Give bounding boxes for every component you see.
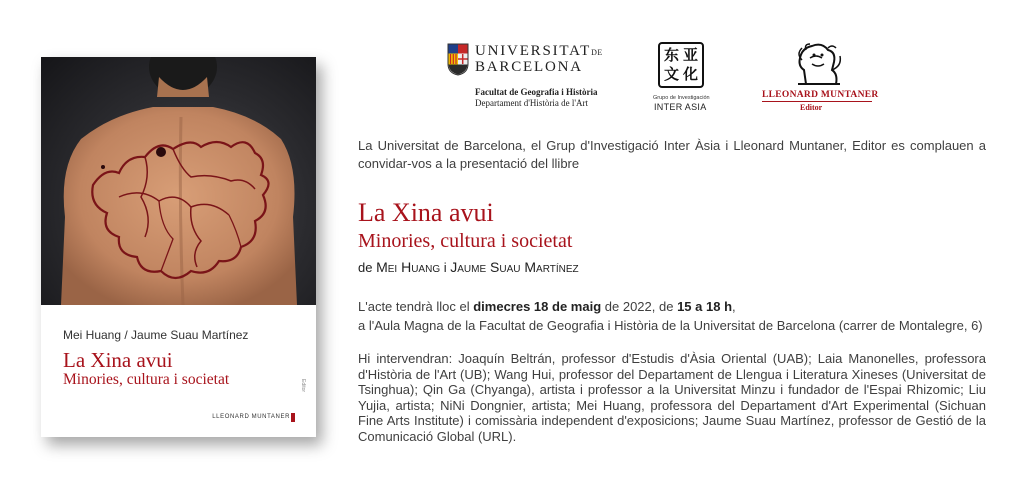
byline [358,259,579,275]
byline-de: de [358,260,373,275]
book-cover [41,57,316,437]
book-publisher: LLEONARD MUNTANER [212,414,290,420]
cover-photo [41,57,316,305]
byline-and: i [443,260,447,275]
event-date: dimecres 18 de maig [473,299,602,314]
inter-asia-seal [658,42,704,88]
ia-caption: Grupo de Investigación [653,95,710,101]
main-subtitle: Minories, cultura i societat [358,230,573,252]
main-title: La Xina avui [358,198,494,227]
ub-department: Departament d'Història de l'Art [475,98,588,108]
lm-rule [762,101,872,102]
lm-editor: Editor [800,103,823,112]
when-suffix: , [732,299,736,314]
author-1: Mei Huang [376,259,441,275]
when-prefix: L'acte tendrà lloc el [358,299,470,314]
book-title: La Xina avui [63,348,173,372]
author-2: Jaume Suau Martínez [450,259,579,275]
lm-name: LLEONARD MUNTANER [762,90,879,100]
ia-glyph-2: 亚 [683,46,699,64]
book-subtitle: Minories, cultura i societat [63,371,230,388]
tattooed-back-image [41,57,316,305]
ub-shield-icon [447,42,469,76]
ia-name: INTER ASIA [654,102,707,112]
publisher-mark [291,413,295,422]
ub-name-line1 [475,43,603,60]
book-spine-text: Editor [300,379,306,393]
ub-name-text: UNIVERSITAT [475,43,592,59]
ub-name-de: DE [591,48,603,57]
ia-glyph-3: 文 [664,65,680,83]
ub-name-line2: BARCELONA [475,59,583,75]
lion-icon [792,40,844,88]
book-authors: Mei Huang / Jaume Suau Martínez [63,328,249,342]
speakers-paragraph: Hi intervendran: Joaquín Beltrán, professor d'Estudis d'Àsia Oriental (UAB); Laia Manonelles, professora d'Història de l'Art (UB); Wang Hui, professor del Departament de Llengua i Literatura Xineses (Universitat de Tsinghua); Qin Ga (Chyanga), artista i professor a la Universitat Minzu i fundador de l'Espai Rhizomic; Liu Yujia, artista; NiNi Dongnier, artista; Mei Huang, professora del Departament d'Art Experimental (Sichuan Fine Arts Institute) i comissària independent d'exposicions; Jaume Suau Martínez, professor de Gestió de la Comunicació Global (URL). [358,351,986,444]
universitat-barcelona-logo [447,42,617,112]
event-time: 15 a 18 h [677,299,733,314]
ia-glyph-4: 化 [683,65,699,83]
ia-glyph-1: 东 [664,46,680,64]
ub-faculty: Facultat de Geografia i Història [475,87,598,97]
event-where: a l'Aula Magna de la Facultat de Geografia i Història de la Universitat de Barcelona (carrer de Montalegre, 6) [358,318,983,333]
intro-paragraph: La Universitat de Barcelona, el Grup d'Investigació Inter Àsia i Lleonard Muntaner, Editor es complauen a convidar-vos a la presentació del llibre [358,138,986,171]
event-year: de 2022, de [604,299,674,314]
event-when [358,299,736,314]
lleonard-muntaner-logo [762,40,879,112]
inter-asia-logo [650,42,725,114]
